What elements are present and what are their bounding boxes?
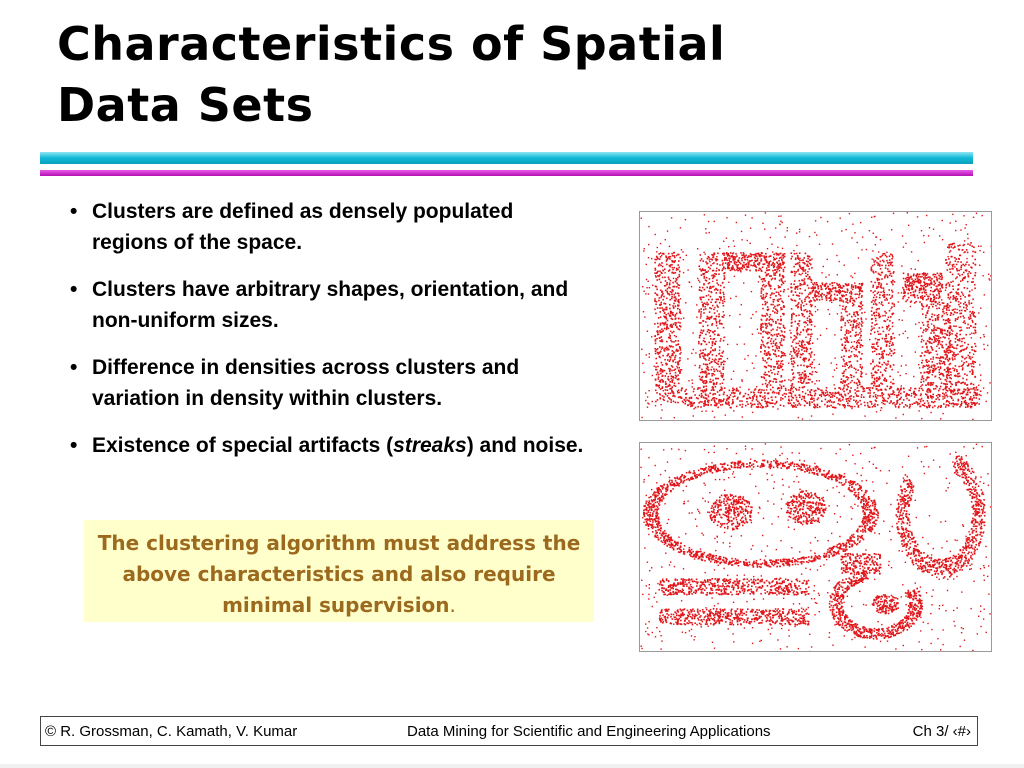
bullet-dot-icon: • xyxy=(70,200,78,223)
title-underline-cyan xyxy=(40,152,973,164)
bullet-item xyxy=(70,196,590,258)
bullet-dot-icon: • xyxy=(70,278,78,301)
title-underline-magenta xyxy=(40,170,973,176)
bullet-dot-icon: • xyxy=(70,356,78,379)
bullet-text: Clusters are defined as densely populated regions of the space. xyxy=(92,200,514,254)
bullet-item xyxy=(70,274,590,336)
bullet-emphasis: streaks xyxy=(393,434,467,457)
callout-period: . xyxy=(449,593,456,617)
spatial-clusters-image-top xyxy=(639,211,992,421)
bullet-item xyxy=(70,352,590,414)
slide-title xyxy=(57,14,957,136)
title-line-1: Characteristics of Spatial xyxy=(57,17,726,71)
footer-copyright: © R. Grossman, C. Kamath, V. Kumar xyxy=(45,723,298,740)
spatial-clusters-image-bottom xyxy=(639,442,992,652)
footer-slide-number: Ch 3/ ‹#› xyxy=(912,723,971,740)
bullet-text: Difference in densities across clusters and variation in density within clusters. xyxy=(92,356,520,410)
bullet-item xyxy=(70,430,590,461)
callout-text: The clustering algorithm must address the above characteristics and also require minimal supervision xyxy=(97,531,581,617)
slide-footer xyxy=(40,716,978,746)
point-cloud-bottom xyxy=(640,443,991,651)
title-line-2: Data Sets xyxy=(57,78,314,132)
bullet-dot-icon: • xyxy=(70,434,78,457)
callout-box xyxy=(84,520,594,622)
bullet-text: Clusters have arbitrary shapes, orientation, and non-uniform sizes. xyxy=(92,278,569,332)
bottom-edge xyxy=(0,764,1024,768)
bullet-list xyxy=(70,196,590,477)
bullet-text-after: ) and noise. xyxy=(466,434,584,457)
footer-course-title: Data Mining for Scientific and Engineering Applications xyxy=(407,723,771,740)
point-cloud-top xyxy=(640,212,991,420)
bullet-text-before: Existence of special artifacts ( xyxy=(92,434,394,457)
